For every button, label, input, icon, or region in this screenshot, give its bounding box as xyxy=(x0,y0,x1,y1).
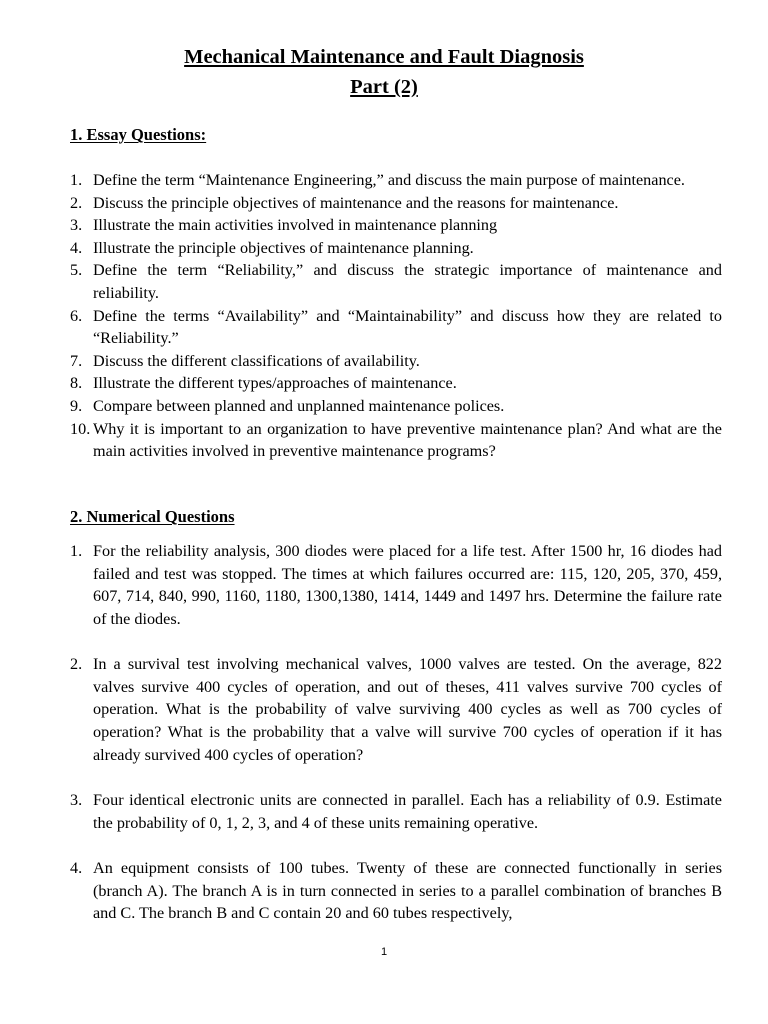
item-text: Define the term “Maintenance Engineering,” and discuss the main purpose of maintenance. xyxy=(93,171,685,189)
item-text: Four identical electronic units are connected in parallel. Each has a reliability of 0.9. Estimate the probability of 0, 1, 2, 3, and 4 of these units remaining operative. xyxy=(93,790,722,832)
list-item xyxy=(0,169,722,192)
item-text: For the reliability analysis, 300 diodes were placed for a life test. After 1500 hr, 16 diodes had failed and test was stopped. The times at which failures occurred are: 115, 120, 205, 370, 459, 607, 714, 840, 990, 1160, 1180, 1300,1380, 1414, 1449 and 1497 hrs. Determine the failure rate of the diodes. xyxy=(93,542,722,628)
list-item xyxy=(0,259,722,304)
item-number: 2. xyxy=(70,193,83,212)
list-item xyxy=(0,857,722,925)
item-number: 9. xyxy=(70,396,83,415)
item-text: Why it is important to an organization to have preventive maintenance plan? And what are the main activities involved in preventive maintenance programs? xyxy=(93,419,722,461)
list-item xyxy=(0,372,722,395)
list-item xyxy=(0,789,722,834)
item-text: Illustrate the different types/approaches of maintenance. xyxy=(93,374,457,393)
item-text: Illustrate the main activities involved in maintenance planning xyxy=(93,216,498,235)
item-number: 5. xyxy=(70,261,83,280)
item-number: 10. xyxy=(70,419,91,438)
item-number: 1. xyxy=(70,171,83,189)
page-number: 1 xyxy=(380,946,388,958)
list-item xyxy=(0,237,722,260)
item-text: Compare between planned and unplanned maintenance polices. xyxy=(93,396,505,415)
item-number: 3. xyxy=(70,790,83,809)
item-number: 7. xyxy=(70,351,83,370)
list-item xyxy=(0,305,722,350)
list-item xyxy=(0,540,722,630)
document-subtitle: Part (2) xyxy=(350,76,418,98)
item-number: 2. xyxy=(70,655,83,674)
item-number: 8. xyxy=(70,374,83,393)
list-item xyxy=(0,395,722,418)
item-text: Discuss the different classifications of availability. xyxy=(93,351,420,370)
item-text: Discuss the principle objectives of maintenance and the reasons for maintenance. xyxy=(93,193,619,212)
list-item xyxy=(0,192,722,215)
essay-questions-list xyxy=(0,169,722,463)
list-item xyxy=(0,214,722,237)
item-number: 6. xyxy=(70,306,83,325)
item-text: Illustrate the principle objectives of maintenance planning. xyxy=(93,238,474,257)
essay-questions-heading: 1. Essay Questions: xyxy=(70,125,207,144)
item-text: An equipment consists of 100 tubes. Twenty of these are connected functionally in series (branch A). The branch A is in turn connected in series to a parallel combination of branches B and C. The branch B and C contain 20 and 60 tubes respectively, xyxy=(93,858,722,923)
item-text: In a survival test involving mechanical valves, 1000 valves are tested. On the average, 822 valves survive 400 cycles of operation, and out of theses, 411 valves survive 700 cycles of operation. What is the probability of valve surviving 400 cycles as well as 700 cycles of operation? What is the probability that a valve will survive 700 cycles of operation if it has already survived 400 cycles of operation? xyxy=(93,655,722,764)
numerical-questions-heading: 2. Numerical Questions xyxy=(70,507,235,526)
item-number: 4. xyxy=(70,238,83,257)
item-text: Define the term “Reliability,” and discuss the strategic importance of maintenance and reliability. xyxy=(93,261,722,302)
item-text: Define the terms “Availability” and “Maintainability” and discuss how they are related to “Reliability.” xyxy=(93,306,722,348)
item-number: 3. xyxy=(70,216,83,235)
list-item xyxy=(0,350,722,373)
list-item xyxy=(0,653,722,766)
numerical-questions-list xyxy=(0,540,722,948)
document-title: Mechanical Maintenance and Fault Diagnosis xyxy=(184,46,584,68)
item-number: 4. xyxy=(70,858,83,877)
list-item xyxy=(0,418,722,463)
item-number: 1. xyxy=(70,542,83,560)
